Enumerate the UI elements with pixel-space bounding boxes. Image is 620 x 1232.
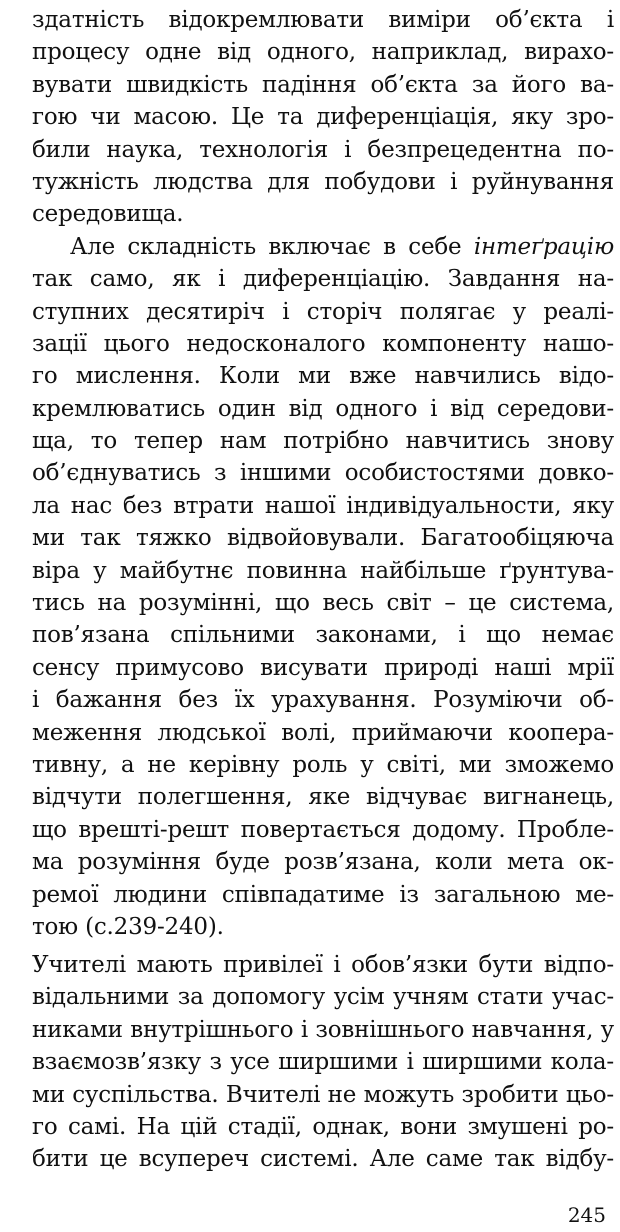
body-paragraph [32,949,614,1176]
quote-paragraph-2-line: тою (с.239-240). [32,913,224,940]
quote-paragraph-2-line: віра у майбутнє повинна найбільше ґрунтува- [32,557,614,584]
quote-paragraph-1-line: били наука, технологія і безпрецедентна по- [32,136,614,163]
quote-paragraph-1-line: процесу одне від одного, наприклад, вирахо- [32,39,614,66]
quote-paragraph-2-line: що врешті-решт повертається додому. Пробле- [32,816,614,843]
quote-paragraph-2-line: пов’язана спільними законами, і що немає [32,622,614,649]
quote-paragraph-2-line: сенсу примусово висувати природі наші мрії [32,654,614,681]
body-paragraph-line: го самі. На цій стадії, однак, вони змушені ро- [32,1113,614,1140]
quote-paragraph-2-first-line-text: Але складність включає в себе [70,233,474,260]
quote-paragraph-2-line [32,231,614,263]
quote-paragraph-2-line: ла нас без втрати нашої індивідуальности, яку [32,492,614,519]
quote-paragraph-2-line: ща, то тепер нам потрібно навчитись знову [32,428,614,455]
quote-paragraph-2-line: ремої людини співпадатиме із загальною ме- [32,881,614,908]
quote-paragraph-2 [32,231,614,944]
quote-paragraph-2-line: го мислення. Коли ми вже навчились відо- [32,363,614,390]
quote-paragraph-2-line: об’єднуватись з іншими особистостями довко- [32,460,614,487]
quote-paragraph-2-line: зації цього недосконалого компоненту нашо- [32,330,614,357]
body-paragraph-line: відальними за допомогу усім учням стати учас- [32,984,614,1011]
body-paragraph-line: никами внутрішнього і зовнішнього навчання, у [32,1016,614,1043]
quote-paragraph-2-line: тись на розумінні, що весь світ – це система, [32,590,614,617]
quote-paragraph-2-line: меження людської волі, приймаючи коопера- [32,719,614,746]
body-paragraph-line: взаємозв’язку з усе ширшими і ширшими кола- [32,1049,614,1076]
quote-paragraph-2-line: тивну, а не керівну роль у світі, ми зможемо [32,751,614,778]
italic-term-integration: інтеґрацію [473,233,614,260]
quote-paragraph-2-line: кремлюватись один від одного і від середови- [32,395,614,422]
body-paragraph-line: ми суспільства. Вчителі не можуть зробити цьо- [32,1081,614,1108]
quote-paragraph-2-line: відчути полегшення, яке відчуває вигнанець, [32,784,614,811]
quote-paragraph-1-line: тужність людства для побудови і руйнування [32,168,614,195]
quote-paragraph-2-line: так само, як і диференціацію. Завдання на- [32,266,614,293]
quote-paragraph-2-line: ступних десятиріч і сторіч полягає у реалі- [32,298,614,325]
block-quote [32,4,614,943]
quote-paragraph-1-line: здатність відокремлювати виміри об’єкта і [32,7,614,33]
quote-paragraph-1 [32,4,614,231]
body-paragraph-line: Учителі мають привілеї і обов’язки бути відпо- [32,952,614,978]
page-number: 245 [567,1203,606,1227]
quote-paragraph-2-line: ма розуміння буде розв’язана, коли мета ок- [32,849,614,876]
quote-paragraph-1-line: вувати швидкість падіння об’єкта за його ва- [32,71,614,98]
quote-paragraph-1-line: середовища. [32,201,184,228]
quote-paragraph-2-line: і бажання без їх урахування. Розуміючи об- [32,687,614,714]
quote-paragraph-1-line: гою чи масою. Це та диференціація, яку зро- [32,104,614,131]
quote-paragraph-2-line: ми так тяжко відвойовували. Багатообіцяюча [32,525,614,552]
body-paragraph-line: бити це всупереч системі. Але саме так відбу- [32,1146,614,1173]
